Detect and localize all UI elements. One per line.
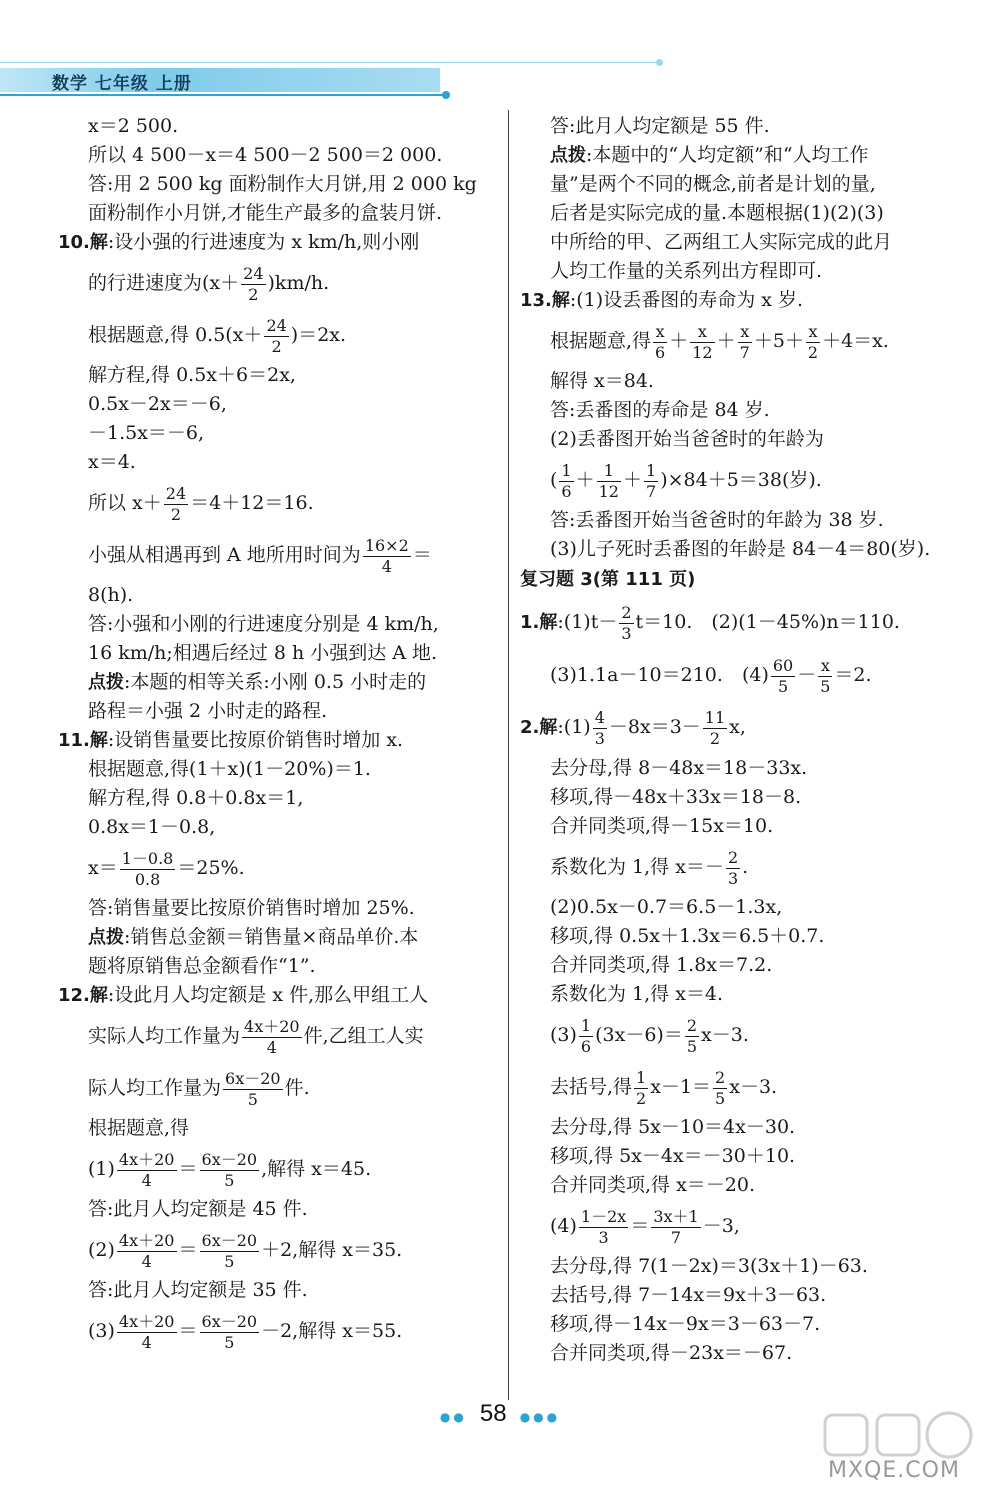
fraction: $\frac{x}{2}$ — [807, 321, 819, 362]
tip-label: 点拨 — [88, 927, 124, 948]
footer-dots-right-icon: ●●● — [519, 1409, 561, 1424]
text-line: (4) $\frac{1-2x}{3}$ ＝ $\frac{3x+1}{7}$ －3, — [550, 1206, 740, 1247]
fraction: $\frac{60}{5}$ — [772, 655, 794, 696]
page-number: 58 — [479, 1400, 507, 1427]
text-line: 答:用 2 500 kg 面粉制作大月饼,用 2 000 kg — [88, 173, 477, 195]
page-header — [0, 58, 460, 100]
text-line: 答:丢番图的寿命是 84 岁. — [550, 399, 770, 421]
text-line: 小强从相遇再到 A 地所用时间为 $\frac{16\times 2}{4}$ ＝ — [88, 535, 432, 576]
text-line: 移项,得－48x＋33x＝18－8. — [550, 786, 802, 808]
text-line: x＝4. — [88, 451, 136, 473]
fraction: $\frac{4x+20}{4}$ — [118, 1230, 175, 1271]
question-12: 12.解:设此月人均定额是 x 件,那么甲组工人 — [58, 984, 429, 1006]
question-number: 13.解 — [520, 290, 570, 311]
text-line: 移项,得 5x－4x＝－30＋10. — [550, 1145, 796, 1167]
fraction: $\frac{4}{3}$ — [594, 707, 605, 748]
text-line: 移项,得 0.5x＋1.3x＝6.5＋0.7. — [550, 925, 825, 947]
fraction: $\frac{4x+20}{4}$ — [118, 1149, 175, 1190]
text-line: 所以 x＋ $\frac{24}{2}$ ＝4＋12＝16. — [88, 483, 314, 524]
fraction: $\frac{1}{7}$ — [646, 460, 657, 501]
question-number: 10.解 — [58, 232, 108, 253]
text-line: 合并同类项,得－23x＝－67. — [550, 1342, 793, 1364]
fraction: $\frac{2}{3}$ — [727, 847, 739, 888]
text-line: 答:小强和小刚的行进速度分别是 4 km/h, — [88, 613, 439, 635]
text-line: 系数化为 1,得 x＝－ $\frac{2}{3}$ . — [550, 847, 749, 888]
header-top-rule — [0, 62, 660, 63]
text-line: 答:此月人均定额是 35 件. — [88, 1279, 308, 1301]
text-line: 量”是两个不同的概念,前者是计划的量, — [550, 173, 876, 195]
text-line: 16 km/h;相遇后经过 8 h 小强到达 A 地. — [88, 642, 438, 664]
fraction: $\frac{1}{12}$ — [598, 460, 619, 501]
text-line: 根据题意,得(1＋x)(1－20%)＝1. — [88, 758, 371, 780]
text-line: (3) $\frac{4x+20}{4}$ ＝ $\frac{6x-20}{5}$ －2,解得 x＝55. — [88, 1311, 403, 1352]
fraction: $\frac{2}{5}$ — [686, 1015, 698, 1056]
tip-line: 点拨:本题的相等关系:小刚 0.5 小时走的 — [88, 671, 427, 693]
text-line: 去括号,得 7－14x＝9x＋3－63. — [550, 1284, 827, 1306]
question-number: 1.解 — [520, 612, 558, 633]
text-line: x＝2 500. — [88, 115, 179, 137]
text-line: 解方程,得 0.5x＋6＝2x, — [88, 364, 296, 386]
text-line: ( $\frac{1}{6}$ ＋ $\frac{1}{12}$ ＋ $\frac{1}{7}$ )×84＋5＝38(岁). — [550, 460, 822, 501]
fraction: $\frac{1}{6}$ — [561, 460, 572, 501]
text-line: 答:销售量要比按原价销售时增加 25%. — [88, 897, 415, 919]
text-line: 解方程,得 0.8＋0.8x＝1, — [88, 787, 304, 809]
text-line: 0.8x＝1－0.8, — [88, 816, 216, 838]
question-11: 11.解:设销售量要比按原价销售时增加 x. — [58, 729, 404, 751]
text-line: 去分母,得 5x－10＝4x－30. — [550, 1116, 796, 1138]
fraction: $\frac{6x-20}{5}$ — [225, 1068, 281, 1109]
section-heading: 复习题 3(第 111 页) — [520, 569, 696, 590]
question-number: 12.解 — [58, 985, 108, 1006]
text-line: (3) $\frac{1}{6}$ (3x－6)＝ $\frac{2}{5}$ x－3. — [550, 1015, 749, 1056]
text-line: 0.5x－2x＝－6, — [88, 393, 227, 415]
text-line: 根据题意,得 $\frac{x}{6}$ ＋ $\frac{x}{12}$ ＋ $\frac{x}{7}$ ＋5＋ $\frac{x}{2}$ ＋4＝x. — [550, 321, 889, 362]
left-column — [58, 112, 498, 1357]
text-line: 面粉制作小月饼,才能生产最多的盒装月饼. — [88, 202, 443, 224]
watermark-text: MXQE.COM — [828, 1458, 960, 1483]
fraction: $\frac{4x+20}{4}$ — [118, 1311, 175, 1352]
fraction: $\frac{x}{7}$ — [739, 321, 750, 362]
tip-line: 点拨:本题中的“人均定额”和“人均工作 — [550, 144, 869, 166]
right-column — [520, 112, 950, 1368]
review-question-1: 1.解:(1)t－ $\frac{2}{3}$ t＝10. (2)(1－45%)n＝110. — [520, 602, 900, 643]
text-line: 路程＝小强 2 小时走的路程. — [88, 700, 328, 722]
fraction: $\frac{6x-20}{5}$ — [201, 1311, 258, 1352]
column-divider — [508, 110, 509, 1400]
review-question-2: 2.解:(1) $\frac{4}{3}$ －8x＝3－ $\frac{11}{2}$ x, — [520, 707, 746, 748]
fraction: $\frac{x}{5}$ — [820, 655, 831, 696]
text-line: 根据题意,得 — [88, 1117, 190, 1139]
fraction: $\frac{16\times 2}{4}$ — [364, 535, 409, 576]
fraction: $\frac{3x+1}{7}$ — [653, 1206, 699, 1247]
question-number: 11.解 — [58, 730, 108, 751]
text-line: 答:丢番图开始当爸爸时的年龄为 38 岁. — [550, 509, 884, 531]
fraction: $\frac{6x-20}{5}$ — [201, 1230, 258, 1271]
tip-line: 点拨:销售总金额＝销售量×商品单价.本 — [88, 926, 419, 948]
fraction: $\frac{24}{2}$ — [165, 483, 187, 524]
text-line: (3)儿子死时丢番图的年龄是 84－4＝80(岁). — [550, 538, 931, 560]
fraction: $\frac{2}{5}$ — [715, 1067, 726, 1108]
text-line: 去分母,得 8－48x＝18－33x. — [550, 757, 808, 779]
text-line: 合并同类项,得－15x＝10. — [550, 815, 774, 837]
footer-dots-left-icon: ●● — [439, 1409, 467, 1424]
question-13: 13.解:(1)设丢番图的寿命为 x 岁. — [520, 289, 804, 311]
question-number: 2.解 — [520, 717, 558, 738]
text-line: 中所给的甲、乙两组工人实际完成的此月 — [550, 231, 893, 253]
question-10: 10.解:设小强的行进速度为 x km/h,则小刚 — [58, 231, 420, 253]
text-line: x＝ $\frac{1-0.8}{0.8}$ ＝25%. — [88, 848, 245, 889]
text-line: 人均工作量的关系列出方程即可. — [550, 260, 823, 282]
fraction: $\frac{1-2x}{3}$ — [580, 1206, 627, 1247]
fraction: $\frac{1}{2}$ — [636, 1067, 647, 1108]
text-line: 所以 4 500－x＝4 500－2 500＝2 000. — [88, 144, 443, 166]
fraction: $\frac{x}{6}$ — [655, 321, 666, 362]
header-dot — [442, 91, 450, 99]
text-line: －1.5x＝－6, — [88, 422, 205, 444]
text-line: 解得 x＝84. — [550, 370, 654, 392]
header-top-dot — [656, 59, 663, 66]
tip-label: 点拨 — [550, 145, 586, 166]
header-rule — [0, 94, 444, 96]
text-line: 移项,得－14x－9x＝3－63－7. — [550, 1313, 821, 1335]
text-line: (3)1.1a－10＝210. (4) $\frac{60}{5}$ － $\frac{x}{5}$ ＝2. — [550, 655, 872, 696]
text-line: 的行进速度为(x＋ $\frac{24}{2}$ )km/h. — [88, 263, 330, 304]
fraction: $\frac{11}{2}$ — [704, 707, 726, 748]
text-line: 答:此月人均定额是 45 件. — [88, 1198, 308, 1220]
text-line: 去分母,得 7(1－2x)＝3(3x＋1)－63. — [550, 1255, 868, 1277]
text-line: 实际人均工作量为 $\frac{4x+20}{4}$ 件,乙组工人实 — [88, 1016, 424, 1057]
text-line: (2) $\frac{4x+20}{4}$ ＝ $\frac{6x-20}{5}$ ＋2,解得 x＝35. — [88, 1230, 403, 1271]
text-line: 根据题意,得 0.5(x＋ $\frac{24}{2}$ )＝2x. — [88, 315, 347, 356]
fraction: $\frac{6x-20}{5}$ — [201, 1149, 258, 1190]
book-title: 数学 七年级 上册 — [52, 74, 192, 94]
text-line: 合并同类项,得 x＝－20. — [550, 1174, 756, 1196]
text-line: 系数化为 1,得 x＝4. — [550, 983, 724, 1005]
fraction: $\frac{24}{2}$ — [266, 315, 287, 356]
fraction: $\frac{24}{2}$ — [243, 263, 264, 304]
text-line: 题将原销售总金额看作“1”. — [88, 955, 316, 977]
fraction: $\frac{x}{12}$ — [692, 321, 713, 362]
text-line: (2)丢番图开始当爸爸时的年龄为 — [550, 428, 824, 450]
fraction: $\frac{4x+20}{4}$ — [244, 1016, 300, 1057]
text-line: 答:此月人均定额是 55 件. — [550, 115, 770, 137]
text-line: 后者是实际完成的量.本题根据(1)(2)(3) — [550, 202, 884, 224]
tip-label: 点拨 — [88, 672, 124, 693]
text-line: 去括号,得 $\frac{1}{2}$ x－1＝ $\frac{2}{5}$ x－3. — [550, 1067, 778, 1108]
fraction: $\frac{1-0.8}{0.8}$ — [121, 848, 174, 889]
text-line: 8(h). — [88, 584, 134, 606]
fraction: $\frac{2}{3}$ — [621, 602, 632, 643]
text-line: 际人均工作量为 $\frac{6x-20}{5}$ 件. — [88, 1068, 310, 1109]
text-line: (1) $\frac{4x+20}{4}$ ＝ $\frac{6x-20}{5}$ ,解得 x＝45. — [88, 1149, 372, 1190]
fraction: $\frac{1}{6}$ — [580, 1015, 592, 1056]
text-line: 合并同类项,得 1.8x＝7.2. — [550, 954, 773, 976]
text-line: (2)0.5x－0.7＝6.5－1.3x, — [550, 896, 783, 918]
